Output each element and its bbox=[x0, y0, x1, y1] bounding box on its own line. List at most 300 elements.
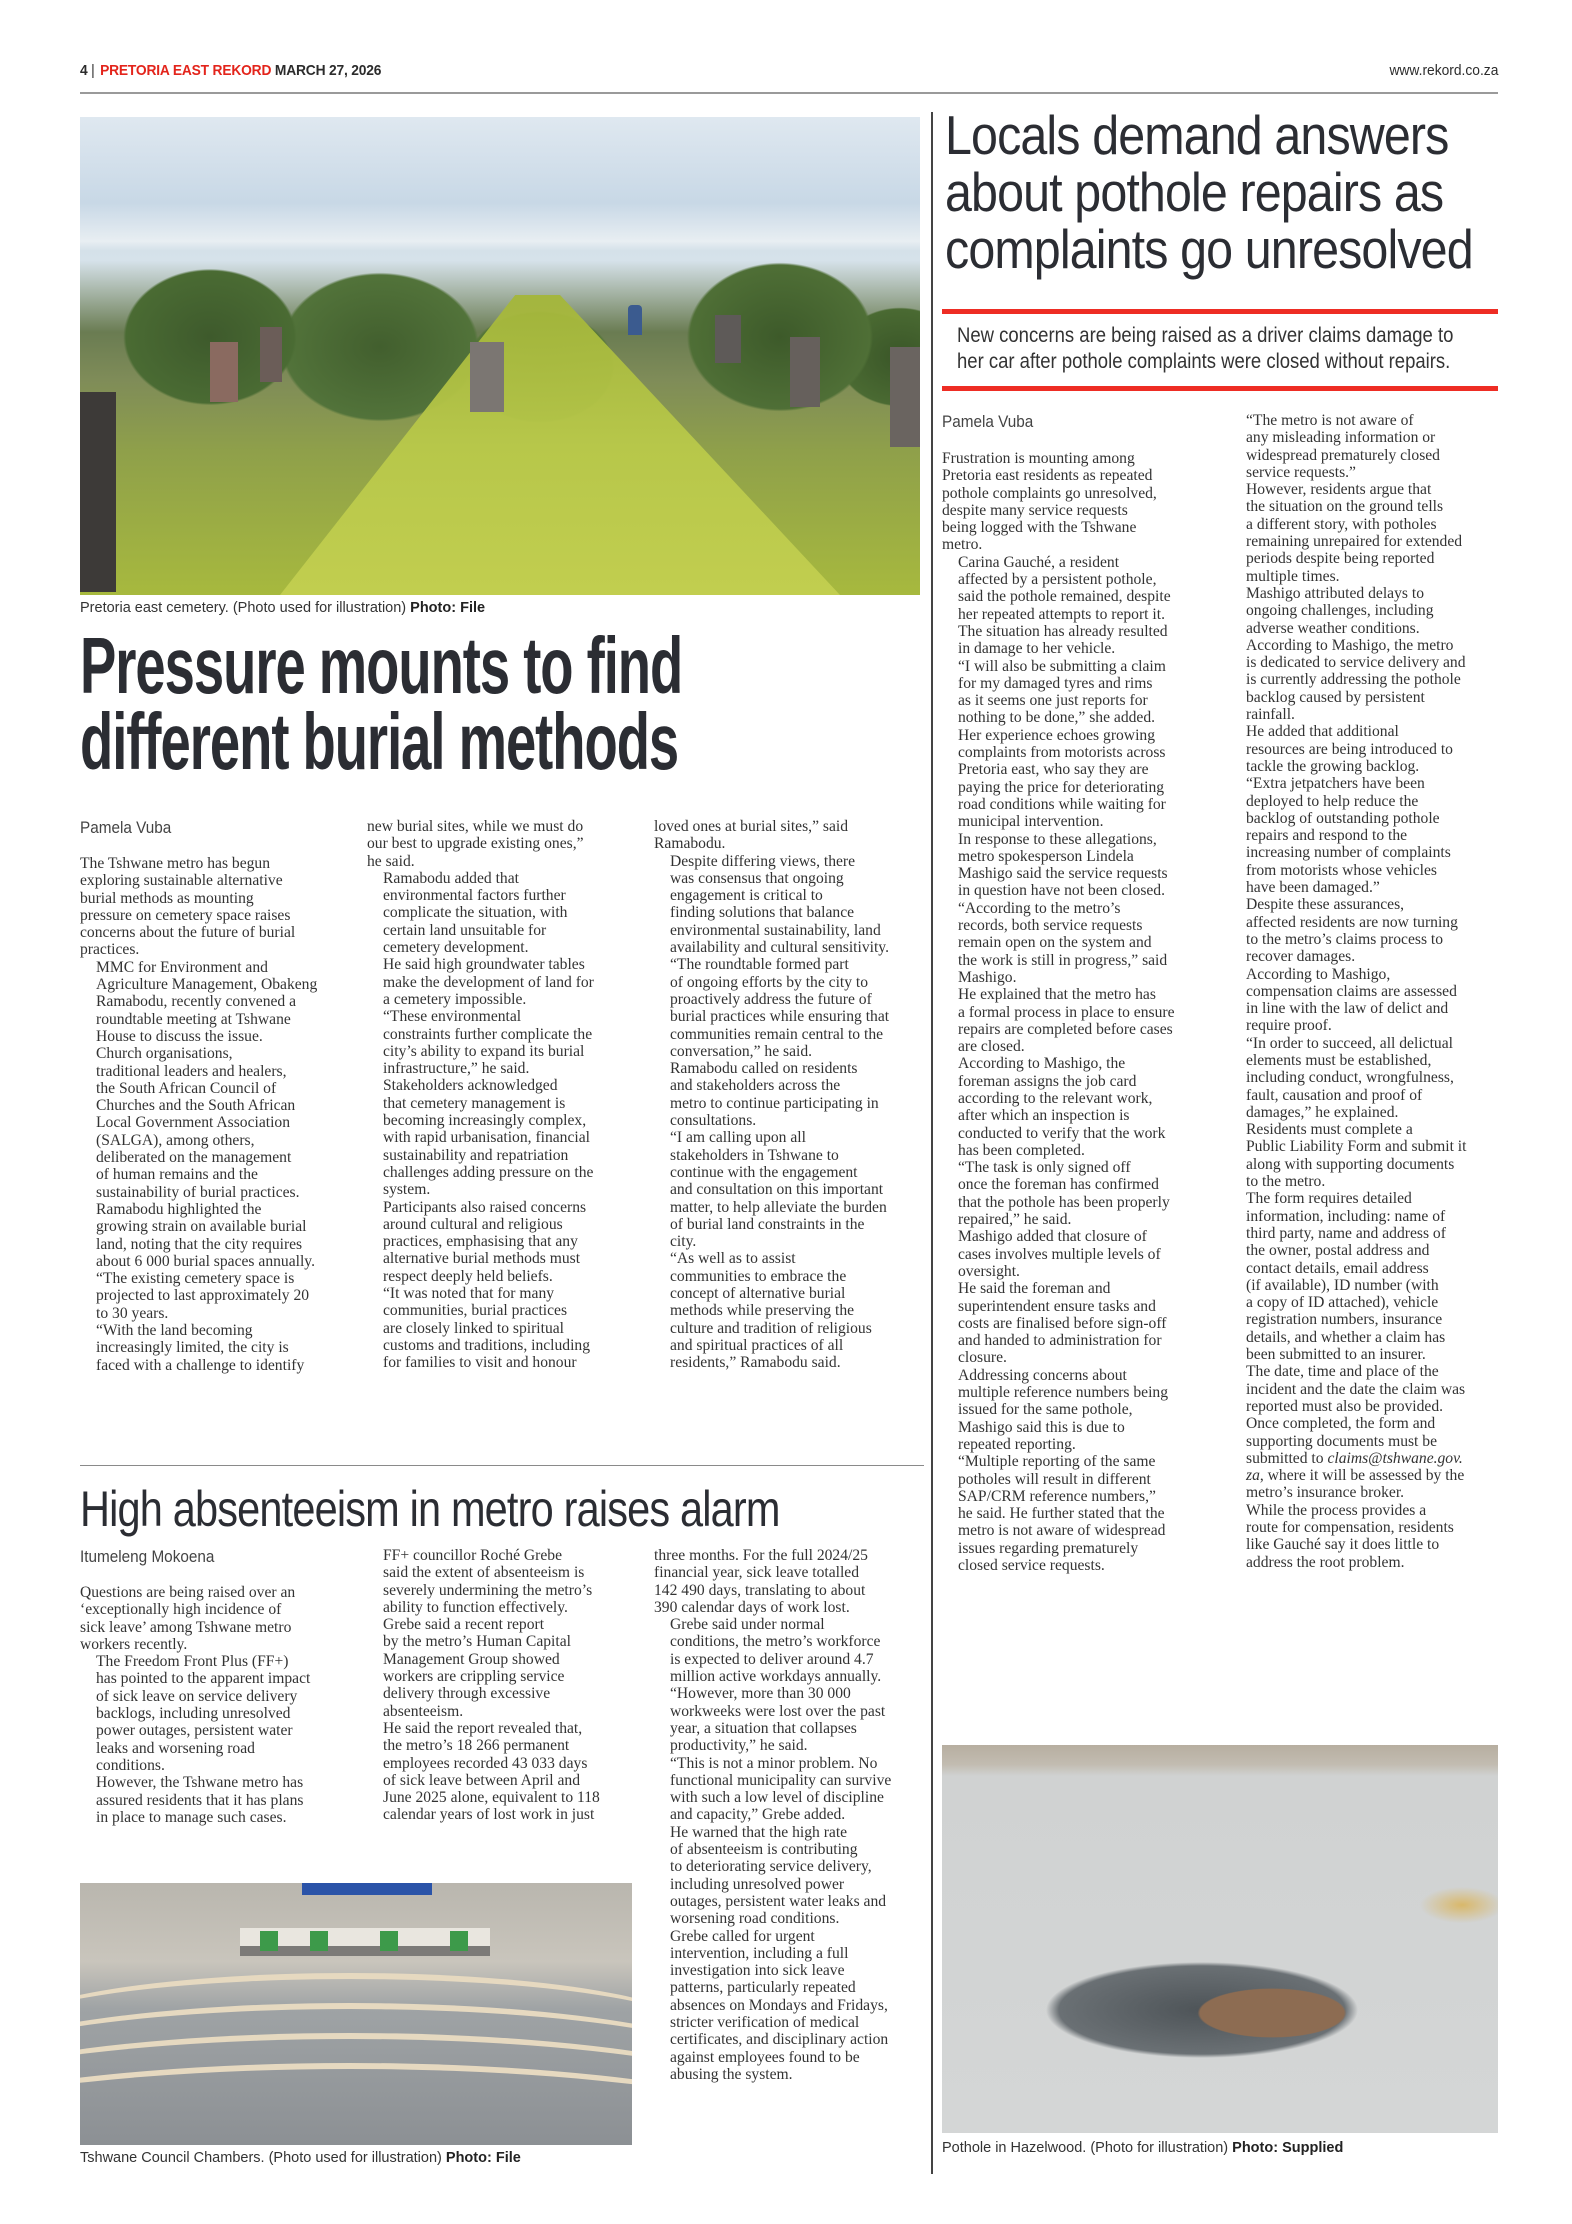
paragraph bbox=[367, 870, 652, 956]
text-line: a formal process in place to ensure bbox=[958, 1003, 1175, 1021]
text-line: roundtable meeting at Tshwane bbox=[96, 1010, 291, 1028]
text-line: metro spokesperson Lindela bbox=[958, 847, 1134, 865]
paragraph bbox=[942, 727, 1227, 831]
text-line: concept of alternative burial bbox=[670, 1285, 846, 1303]
text-line: loved ones at burial sites,” said bbox=[654, 818, 849, 835]
text-line: FF+ councillor Roché Grebe bbox=[383, 1547, 562, 1564]
text-line: are closed. bbox=[958, 1038, 1025, 1056]
text-line: issued for the same pothole, bbox=[958, 1401, 1133, 1419]
paragraph bbox=[942, 900, 1227, 986]
text-line: a copy of ID attached), vehicle bbox=[1246, 1294, 1439, 1312]
paragraph bbox=[367, 818, 652, 870]
text-line: respect deeply held beliefs. bbox=[383, 1267, 553, 1285]
text-line: for families to visit and honour bbox=[383, 1354, 577, 1372]
text-line: he said. bbox=[367, 852, 415, 870]
text-line: practices. bbox=[80, 941, 140, 959]
text-line: Agriculture Management, Obakeng bbox=[96, 976, 318, 994]
text-line: of burial land constraints in the bbox=[670, 1215, 865, 1233]
text-line: customs and traditions, including bbox=[383, 1336, 591, 1354]
text-line: been submitted to an insurer. bbox=[1246, 1346, 1426, 1364]
text-line: Pretoria east, who say they are bbox=[958, 761, 1149, 779]
text-line: system. bbox=[383, 1181, 431, 1199]
absenteeism-column-3 bbox=[654, 1547, 939, 2083]
text-line: 390 calendar days of work lost. bbox=[654, 1598, 850, 1616]
text-line: rainfall. bbox=[1246, 706, 1295, 724]
text-line: workers are crippling service bbox=[383, 1668, 565, 1686]
paragraph bbox=[654, 1824, 939, 1928]
headline-line: about pothole repairs as bbox=[945, 161, 1444, 223]
text-line: backlog caused by persistent bbox=[1246, 688, 1425, 706]
gravestone bbox=[715, 315, 741, 363]
text-line: of sick leave between April and bbox=[383, 1771, 581, 1789]
text-line: repairs are completed before cases bbox=[958, 1020, 1173, 1038]
text-line: that cemetery management is bbox=[383, 1094, 566, 1112]
paragraph bbox=[80, 1653, 365, 1774]
paragraph bbox=[1230, 1415, 1515, 1501]
text-line: Church organisations, bbox=[96, 1045, 233, 1063]
text-line: three months. For the full 2024/25 bbox=[654, 1547, 868, 1564]
gravestone bbox=[890, 347, 920, 447]
text-line: contact details, email address bbox=[1246, 1259, 1429, 1277]
text-line: burial practices while ensuring that bbox=[670, 1008, 890, 1026]
paragraph bbox=[80, 1270, 365, 1322]
text-line: complaints from motorists across bbox=[958, 744, 1166, 762]
headline-line: Pressure mounts to find bbox=[80, 621, 683, 710]
text-line: certain land unsuitable for bbox=[383, 921, 547, 939]
paragraph bbox=[654, 818, 939, 853]
gravestone bbox=[210, 342, 238, 402]
text-line: make the development of land for bbox=[383, 973, 594, 991]
paragraph bbox=[1230, 1363, 1515, 1415]
website-link[interactable]: www.rekord.co.za bbox=[1389, 62, 1498, 79]
photo-credit: Photo: Supplied bbox=[1232, 2140, 1344, 2156]
text-line: Mashigo attributed delays to bbox=[1246, 584, 1424, 602]
paragraph bbox=[367, 1285, 652, 1371]
text-line: tackle the growing backlog. bbox=[1246, 757, 1420, 775]
text-line: have been damaged.” bbox=[1246, 879, 1380, 897]
text-line: burial methods as mounting bbox=[80, 889, 254, 907]
text-line: However, the Tshwane metro has bbox=[96, 1774, 304, 1792]
text-line: SAP/CRM reference numbers,” bbox=[958, 1487, 1156, 1505]
folio-separator: | bbox=[91, 62, 95, 79]
paragraph bbox=[942, 1159, 1227, 1228]
text-line: stakeholders in Tshwane to bbox=[670, 1146, 839, 1164]
text-line: multiple times. bbox=[1246, 567, 1340, 585]
text-line: environmental factors further bbox=[383, 887, 566, 905]
text-line: metro is not aware of widespread bbox=[958, 1522, 1166, 1540]
paragraph bbox=[1230, 1502, 1515, 1571]
text-line: increasingly limited, the city is bbox=[96, 1339, 289, 1357]
text-line: Frustration is mounting among bbox=[942, 450, 1135, 467]
pothole-headline bbox=[945, 104, 1473, 280]
text-line: metro’s insurance broker. bbox=[1246, 1484, 1405, 1502]
folio bbox=[80, 62, 381, 79]
text-line: He added that additional bbox=[1246, 723, 1399, 741]
text-line: He warned that the high rate bbox=[670, 1823, 848, 1841]
text-line: city. bbox=[670, 1233, 697, 1251]
text-line: methods while preserving the bbox=[670, 1302, 855, 1320]
paragraph bbox=[942, 1453, 1227, 1574]
text-line: assured residents that it has plans bbox=[96, 1791, 304, 1809]
text-line: route for compensation, residents bbox=[1246, 1519, 1454, 1536]
text-line: “I am calling upon all bbox=[670, 1129, 806, 1147]
email-link[interactable]: za bbox=[1246, 1467, 1260, 1485]
text-line: Local Government Association bbox=[96, 1114, 291, 1132]
paragraph bbox=[654, 956, 939, 1060]
caption-text: Pothole in Hazelwood. (Photo for illustration) bbox=[942, 2140, 1229, 2156]
text-line: require proof. bbox=[1246, 1017, 1332, 1035]
text-line: remaining unrepaired for extended bbox=[1246, 533, 1463, 551]
text-line: The Freedom Front Plus (FF+) bbox=[96, 1653, 289, 1671]
text-line: in question have not been closed. bbox=[958, 882, 1165, 900]
paragraph bbox=[367, 1547, 652, 1616]
text-line: details, and whether a claim has bbox=[1246, 1328, 1446, 1346]
paragraph bbox=[1230, 1035, 1515, 1121]
paragraph bbox=[654, 1547, 939, 1616]
text-line: Despite these assurances, bbox=[1246, 896, 1405, 914]
paragraph bbox=[80, 959, 365, 1045]
text-line: foreman assigns the job card bbox=[958, 1072, 1137, 1090]
cemetery-photo bbox=[80, 117, 920, 595]
header-divider bbox=[80, 92, 1498, 94]
text-line: According to Mashigo, the metro bbox=[1246, 636, 1454, 654]
text-line: productivity,” he said. bbox=[670, 1737, 808, 1755]
text-line: repeated reporting. bbox=[958, 1435, 1076, 1453]
text-line: “However, more than 30 000 bbox=[670, 1685, 851, 1703]
text-line: patterns, particularly repeated bbox=[670, 1979, 856, 1997]
text-line: is expected to deliver around 4.7 bbox=[670, 1650, 874, 1668]
text-line: Mashigo. bbox=[958, 968, 1017, 986]
text-line: affected by a persistent pothole, bbox=[958, 571, 1157, 589]
text-line: 142 490 days, translating to about bbox=[654, 1581, 866, 1599]
text-line: around cultural and religious bbox=[383, 1215, 563, 1233]
paragraph bbox=[942, 1280, 1227, 1366]
text-line: the situation on the ground tells bbox=[1246, 498, 1444, 516]
text-line: matter, to help alleviate the burden bbox=[670, 1198, 887, 1216]
column-divider bbox=[931, 112, 933, 2174]
paragraph bbox=[942, 1367, 1227, 1453]
text-line: periods despite being reported bbox=[1246, 550, 1435, 568]
text-line: Public Liability Form and submit it bbox=[1246, 1138, 1467, 1156]
text-line: address the root problem. bbox=[1246, 1553, 1405, 1571]
gravestone bbox=[80, 392, 116, 592]
issue-date: MARCH 27, 2026 bbox=[274, 62, 382, 79]
text-line: repairs and respond to the bbox=[1246, 827, 1408, 845]
text-line: sick leave’ among Tshwane metro bbox=[80, 1618, 292, 1636]
text-line: a cemetery impossible. bbox=[383, 990, 527, 1008]
text-line: pressure on cemetery space raises bbox=[80, 906, 291, 924]
text-line: is dedicated to service delivery and bbox=[1246, 654, 1466, 672]
text-line: continue with the engagement bbox=[670, 1163, 858, 1181]
text-line: supporting documents must be bbox=[1246, 1432, 1438, 1450]
text-line: paying the price for deteriorating bbox=[958, 778, 1165, 796]
text-line: The Tshwane metro has begun bbox=[80, 855, 271, 872]
text-line: of sick leave on service delivery bbox=[96, 1687, 298, 1705]
text-line: exploring sustainable alternative bbox=[80, 872, 283, 890]
text-line: our best to upgrade existing ones,” bbox=[367, 835, 584, 853]
text-line: Mashigo said the service requests bbox=[958, 865, 1168, 883]
podium bbox=[380, 1931, 398, 1951]
podium bbox=[310, 1931, 328, 1951]
text-line: and stakeholders across the bbox=[670, 1077, 841, 1095]
text-line: registration numbers, insurance bbox=[1246, 1311, 1443, 1329]
paragraph bbox=[654, 1685, 939, 1754]
text-line: ongoing challenges, including bbox=[1246, 602, 1434, 620]
text-line: Her experience echoes growing bbox=[958, 726, 1155, 744]
text-line: outages, persistent water leaks and bbox=[670, 1892, 887, 1910]
text-line: He said high groundwater tables bbox=[383, 956, 585, 974]
text-line: issues regarding prematurely bbox=[958, 1539, 1139, 1557]
text-line: infrastructure,” he said. bbox=[383, 1060, 530, 1078]
text-line: from motorists whose vehicles bbox=[1246, 861, 1437, 879]
text-line: workweeks were lost over the past bbox=[670, 1702, 886, 1720]
text-line: with such a low level of discipline bbox=[670, 1789, 884, 1807]
text-line: Once completed, the form and bbox=[1246, 1415, 1436, 1433]
text-line: workers recently. bbox=[80, 1635, 188, 1653]
page-number: 4 bbox=[80, 62, 88, 79]
text-line: Grebe said under normal bbox=[670, 1616, 825, 1634]
text-line: He explained that the metro has bbox=[958, 986, 1156, 1004]
text-line: He said the foreman and bbox=[958, 1280, 1111, 1298]
burial-byline: Pamela Vuba bbox=[80, 818, 172, 837]
standfirst-rule-top bbox=[942, 309, 1498, 314]
text-line: ability to function effectively. bbox=[383, 1598, 568, 1616]
text-line: about 6 000 burial spaces annually. bbox=[96, 1252, 315, 1270]
paragraph bbox=[654, 1616, 939, 1685]
paragraph bbox=[654, 1755, 939, 1824]
text-line: abusing the system. bbox=[670, 2065, 793, 2083]
paragraph bbox=[1230, 966, 1515, 1035]
text-line: affected residents are now turning bbox=[1246, 913, 1458, 931]
text-line: nothing to be done,” she added. bbox=[958, 709, 1156, 727]
text-line: becoming increasingly complex, bbox=[383, 1112, 587, 1130]
absenteeism-headline: High absenteeism in metro raises alarm bbox=[80, 1481, 780, 1537]
email-link[interactable]: claims@tshwane.gov. bbox=[1327, 1449, 1463, 1467]
text-line: multiple reference numbers being bbox=[958, 1384, 1168, 1402]
text-line: incident and the date the claim was bbox=[1246, 1380, 1466, 1398]
text-line: said the pothole remained, despite bbox=[958, 588, 1171, 606]
text-line: Grebe called for urgent bbox=[670, 1927, 815, 1945]
text-line: alternative burial methods must bbox=[383, 1250, 581, 1268]
text-line: year, a situation that collapses bbox=[670, 1719, 857, 1737]
paragraph bbox=[942, 658, 1227, 727]
text-line: (SALGA), among others, bbox=[96, 1131, 255, 1149]
text-line: communities to embrace the bbox=[670, 1267, 847, 1285]
text-line: culture and tradition of religious bbox=[670, 1319, 872, 1337]
text-line: including conduct, wrongfulness, bbox=[1246, 1069, 1454, 1087]
text-line: challenges adding pressure on the bbox=[383, 1163, 594, 1181]
text-line: consultations. bbox=[670, 1112, 757, 1130]
text-line: after which an inspection is bbox=[958, 1107, 1130, 1125]
headline-line: different burial methods bbox=[80, 697, 679, 786]
text-line: conditions. bbox=[96, 1756, 165, 1774]
council-photo-caption bbox=[80, 2150, 521, 2166]
pothole-photo-caption bbox=[942, 2140, 1343, 2156]
text-line: and spiritual practices of all bbox=[670, 1336, 844, 1354]
text-line: to 30 years. bbox=[96, 1304, 169, 1322]
text-line: According to Mashigo, the bbox=[958, 1055, 1126, 1073]
text-line: The form requires detailed bbox=[1246, 1190, 1412, 1208]
podium bbox=[260, 1931, 278, 1951]
paragraph bbox=[367, 956, 652, 1008]
text-line: third party, name and address of bbox=[1246, 1224, 1446, 1242]
text-line: in damage to her vehicle. bbox=[958, 640, 1116, 658]
text-line: Ramabodu. bbox=[654, 835, 726, 853]
text-line: has been completed. bbox=[958, 1141, 1085, 1159]
text-line: environmental sustainability, land bbox=[670, 921, 881, 939]
text-line: “In order to succeed, all delictual bbox=[1246, 1034, 1453, 1052]
text-line: sustainability and repatriation bbox=[383, 1146, 569, 1164]
text-line: leaks and worsening road bbox=[96, 1739, 255, 1757]
chamber-screen bbox=[302, 1883, 432, 1895]
caption-text: Pretoria east cemetery. (Photo used for illustration) bbox=[80, 600, 407, 616]
pothole-column-1 bbox=[942, 450, 1227, 1574]
text-line: pothole complaints go unresolved, bbox=[942, 484, 1157, 502]
absenteeism-column-2 bbox=[367, 1547, 652, 1824]
text-line: In response to these allegations, bbox=[958, 830, 1157, 848]
podium bbox=[450, 1931, 468, 1951]
text-line: backlog of outstanding pothole bbox=[1246, 809, 1440, 827]
text-line: (if available), ID number (with bbox=[1246, 1276, 1439, 1294]
text-line: “These environmental bbox=[383, 1008, 522, 1026]
text-line: deliberated on the management bbox=[96, 1149, 292, 1167]
text-line: reported must also be provided. bbox=[1246, 1397, 1444, 1415]
text-line: was consensus that ongoing bbox=[670, 869, 844, 887]
text-line: residents,” Ramabodu said. bbox=[670, 1354, 841, 1372]
text-line: Ramabodu, recently convened a bbox=[96, 993, 297, 1011]
text-line: “Multiple reporting of the same bbox=[958, 1453, 1156, 1471]
text-line: for my damaged tyres and rims bbox=[958, 674, 1153, 692]
text-line: proactively address the future of bbox=[670, 990, 872, 1008]
text-line: financial year, sick leave totalled bbox=[654, 1564, 860, 1582]
text-line: Management Group showed bbox=[383, 1650, 560, 1668]
text-line: deployed to help reduce the bbox=[1246, 792, 1419, 810]
text-line: “The existing cemetery space is bbox=[96, 1270, 295, 1288]
gravestone bbox=[470, 342, 504, 412]
text-line: concerns about the future of burial bbox=[80, 924, 296, 942]
text-line: in line with the law of delict and bbox=[1246, 1000, 1449, 1018]
paragraph bbox=[1230, 1190, 1515, 1363]
text-line: municipal intervention. bbox=[958, 813, 1104, 831]
text-line: Carina Gauché, a resident bbox=[958, 553, 1120, 571]
text-line: compensation claims are assessed bbox=[1246, 982, 1457, 1000]
paragraph bbox=[80, 1201, 365, 1270]
text-line: severely undermining the metro’s bbox=[383, 1581, 593, 1599]
text-line: service requests.” bbox=[1246, 463, 1356, 481]
text-line: “With the land becoming bbox=[96, 1322, 253, 1340]
burial-headline bbox=[80, 621, 683, 786]
pothole-byline: Pamela Vuba bbox=[942, 412, 1034, 431]
text-line: potholes will result in different bbox=[958, 1470, 1151, 1488]
burial-column-3 bbox=[654, 818, 939, 1372]
paragraph bbox=[80, 855, 365, 959]
text-line: intervention, including a full bbox=[670, 1944, 849, 1962]
text-line: Participants also raised concerns bbox=[383, 1198, 587, 1216]
photo-credit: Photo: File bbox=[445, 2150, 521, 2166]
text-line: Stakeholders acknowledged bbox=[383, 1077, 558, 1095]
text-line: in place to manage such cases. bbox=[96, 1808, 287, 1826]
text-line: za, where it will be assessed by the bbox=[1246, 1467, 1465, 1485]
text-line: While the process provides a bbox=[1246, 1501, 1427, 1519]
text-line: Ramabodu called on residents bbox=[670, 1060, 858, 1078]
text-line: damages,” he explained. bbox=[1246, 1103, 1399, 1121]
paragraph bbox=[1230, 585, 1515, 637]
text-line: against employees found to be bbox=[670, 2048, 860, 2066]
paragraph bbox=[367, 1199, 652, 1285]
text-line: power outages, persistent water bbox=[96, 1722, 293, 1740]
text-line: practices, emphasising that any bbox=[383, 1233, 578, 1251]
absenteeism-column-1 bbox=[80, 1584, 365, 1826]
text-line: fault, causation and proof of bbox=[1246, 1086, 1423, 1104]
text-line: has pointed to the apparent impact bbox=[96, 1670, 311, 1688]
text-line: remain open on the system and bbox=[958, 934, 1152, 952]
text-line: Questions are being raised over an bbox=[80, 1584, 296, 1601]
text-line: costs are finalised before sign-off bbox=[958, 1314, 1167, 1332]
text-line: projected to last approximately 20 bbox=[96, 1287, 310, 1305]
text-line: Despite differing views, there bbox=[670, 852, 856, 870]
text-line: Mashigo added that closure of bbox=[958, 1228, 1147, 1246]
text-line: conducted to verify that the work bbox=[958, 1124, 1166, 1142]
text-line: calendar years of lost work in just bbox=[383, 1806, 595, 1824]
text-line: Churches and the South African bbox=[96, 1097, 296, 1115]
text-line: House to discuss the issue. bbox=[96, 1027, 263, 1045]
text-line: increasing number of complaints bbox=[1246, 844, 1451, 862]
text-line: The date, time and place of the bbox=[1246, 1363, 1439, 1381]
text-line: superintendent ensure tasks and bbox=[958, 1297, 1156, 1315]
text-line: her repeated attempts to report it. bbox=[958, 605, 1165, 623]
text-line: a different story, with potholes bbox=[1246, 515, 1437, 533]
text-line: engagement is critical to bbox=[670, 887, 823, 905]
text-line: like Gauché say it does little to bbox=[1246, 1536, 1440, 1554]
text-line: Addressing concerns about bbox=[958, 1366, 1127, 1384]
text-line: According to Mashigo, bbox=[1246, 965, 1391, 983]
paragraph bbox=[80, 1774, 365, 1826]
text-line: repaired,” he said. bbox=[958, 1211, 1072, 1229]
paragraph bbox=[942, 831, 1227, 900]
text-line: of human remains and the bbox=[96, 1166, 258, 1184]
standfirst-line: New concerns are being raised as a driver claims damage to bbox=[957, 323, 1454, 347]
text-line: “It was noted that for many bbox=[383, 1285, 555, 1303]
text-line: along with supporting documents bbox=[1246, 1155, 1455, 1173]
text-line: oversight. bbox=[958, 1262, 1020, 1280]
text-line: the owner, postal address and bbox=[1246, 1242, 1430, 1260]
standfirst-line: her car after pothole complaints were closed without repairs. bbox=[957, 349, 1451, 373]
text-line: “The roundtable formed part bbox=[670, 956, 849, 974]
headline-line: Locals demand answers bbox=[945, 104, 1449, 166]
text-line: any misleading information or bbox=[1246, 429, 1436, 447]
text-line: constraints further complicate the bbox=[383, 1025, 593, 1043]
paragraph bbox=[942, 1228, 1227, 1280]
text-line: investigation into sick leave bbox=[670, 1962, 845, 1980]
headline-line: complaints go unresolved bbox=[945, 218, 1473, 280]
paragraph bbox=[1230, 412, 1515, 481]
text-line: once the foreman has confirmed bbox=[958, 1176, 1159, 1194]
text-line: Mashigo said this is due to bbox=[958, 1418, 1125, 1436]
mower-rider bbox=[628, 305, 642, 335]
paragraph bbox=[942, 554, 1227, 658]
text-line: Ramabodu highlighted the bbox=[96, 1200, 262, 1218]
photo-credit: Photo: File bbox=[410, 600, 486, 616]
text-line: by the metro’s Human Capital bbox=[383, 1633, 571, 1651]
text-line: closure. bbox=[958, 1349, 1007, 1367]
paragraph bbox=[80, 1584, 365, 1653]
text-line: “Extra jetpatchers have been bbox=[1246, 775, 1425, 793]
paragraph bbox=[942, 986, 1227, 1055]
paragraph bbox=[654, 853, 939, 957]
absenteeism-byline: Itumeleng Mokoena bbox=[80, 1547, 215, 1566]
council-chamber-photo bbox=[80, 1883, 632, 2145]
text-line: conversation,” he said. bbox=[670, 1042, 813, 1060]
